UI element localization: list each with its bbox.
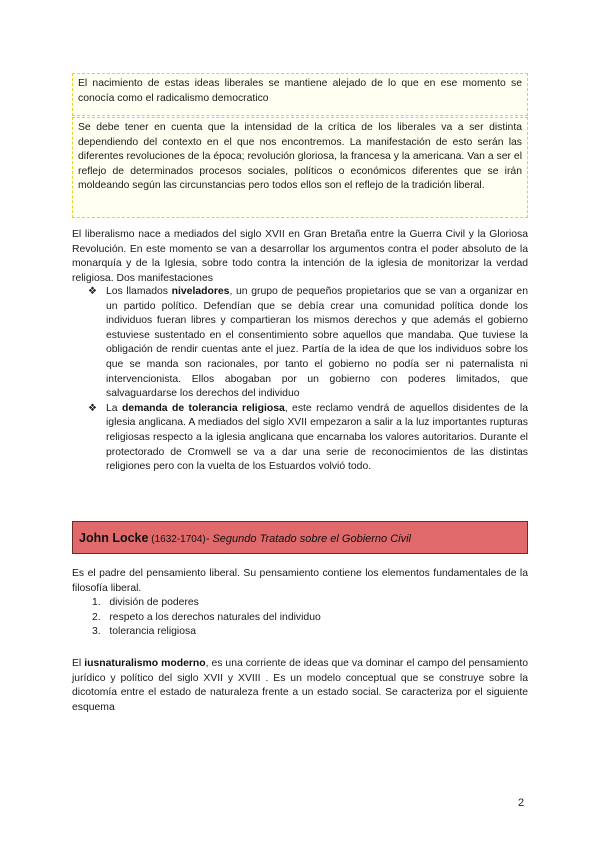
box-text: El nacimiento de estas ideas liberales se mantiene alejado de lo que en ese momento se conocía como el radicalismo democratico bbox=[78, 78, 522, 104]
highlight-box-revolutions bbox=[72, 117, 528, 218]
bullet-pre: Los llamados bbox=[106, 286, 172, 297]
list-item bbox=[88, 402, 528, 475]
bullet-bold: niveladores bbox=[171, 286, 230, 297]
ius-post: , es una corriente de ideas que va dominar el campo del pensamiento jurídico y político del siglo XVII y XVIII . Es un modelo conceptual que se construye sobre la dicotomía entre el estado de naturaleza frente a un estado social. Se caracteriza por el siguiente esquema bbox=[72, 658, 528, 713]
diamond-bullet-icon: ❖ bbox=[88, 402, 97, 414]
locke-intro-paragraph: Es el padre del pensamiento liberal. Su pensamiento contiene los elementos fundamentales de la filosofía liberal. bbox=[72, 568, 528, 594]
diamond-bullet-icon: ❖ bbox=[88, 286, 97, 297]
locke-elements-list bbox=[88, 596, 321, 640]
bullet-post: , un grupo de pequeños propietarios que se van a organizar en un partido político. Defendían que se debía crear una comunidad política donde los individuos fueran libres y compartieran los mismos derechos y que además el gobierno estuviese sustentado en el consentimiento sobre aquellos que mandaba. Que tuviese la obligación de rendir cuentas ante el juez. Partía de la idea de que los individuos sobre los que se manda son racionales, por tanto el gobierno no podía ser ni paternalista ni intervencionista. Ellos abogaban por un gobierno con poderes limitados, que salvaguardarse los derechos del individuo bbox=[106, 286, 528, 400]
bullet-post: , este reclamo vendrá de aquellos disidentes de la iglesia anglicana. A mediados del siglo XVII empezaron a salir a la luz importantes rupturas religiosas respecto a la iglesia anglicana que encarnaba los valores autoritarios. Durante el protectorado de Cromwell se va a dar una serie de reconocimientos de las distintas religiones pero con la vuelta de los Estuardos volvió todo. bbox=[106, 402, 528, 473]
liberalism-intro-paragraph: El liberalismo nace a mediados del siglo XVII en Gran Bretaña entre la Guerra Civil y la Gloriosa Revolución. En este momento se van a desarrollar los argumentos contra el poder absoluto de la monarquía y de la Iglesia, sobre todo contra la intención de la iglesia de monitorizar la verdad religiosa. Dos manifestaciones bbox=[72, 229, 528, 284]
bullet-pre: La bbox=[106, 402, 122, 414]
list-text: respeto a los derechos naturales del individuo bbox=[109, 611, 321, 623]
box-text: Se debe tener en cuenta que la intensidad de la crítica de los liberales va a ser distinta dependiendo del contexto en el que nos encontremos. La manifestación de esto serán las diferentes revoluciones de la época; revolución gloriosa, la francesa y la americana. Van a ser el reflejo de determinados procesos sociales, políticos o económicos diferentes que se irán moldeando según las circunstancias pero todos ellos son el reflejo de la tradición liberal. bbox=[78, 122, 522, 192]
bullet-bold: demanda de tolerancia religiosa bbox=[121, 402, 285, 414]
list-item bbox=[88, 596, 321, 611]
manifestations-list bbox=[88, 285, 528, 475]
section-header-locke bbox=[72, 521, 528, 554]
list-number: 1. bbox=[92, 597, 101, 608]
page-number: 2 bbox=[518, 797, 525, 809]
iusnaturalismo-paragraph bbox=[72, 657, 528, 715]
list-item bbox=[88, 625, 321, 640]
ius-pre: El bbox=[72, 658, 85, 669]
header-name: John Locke bbox=[79, 531, 149, 545]
list-number: 2. bbox=[92, 611, 101, 623]
header-years: (1632-1704) bbox=[148, 534, 206, 545]
list-number: 3. bbox=[92, 626, 101, 638]
list-text: división de poderes bbox=[109, 597, 199, 608]
ius-bold: iusnaturalismo moderno bbox=[84, 658, 206, 669]
list-text: tolerancia religiosa bbox=[109, 626, 196, 638]
header-work-title: Segundo Tratado sobre el Gobierno Civil bbox=[212, 533, 411, 545]
list-item bbox=[88, 285, 528, 402]
highlight-box-radicalism bbox=[72, 73, 528, 116]
header-dash: - bbox=[205, 533, 213, 545]
list-item bbox=[88, 611, 321, 626]
